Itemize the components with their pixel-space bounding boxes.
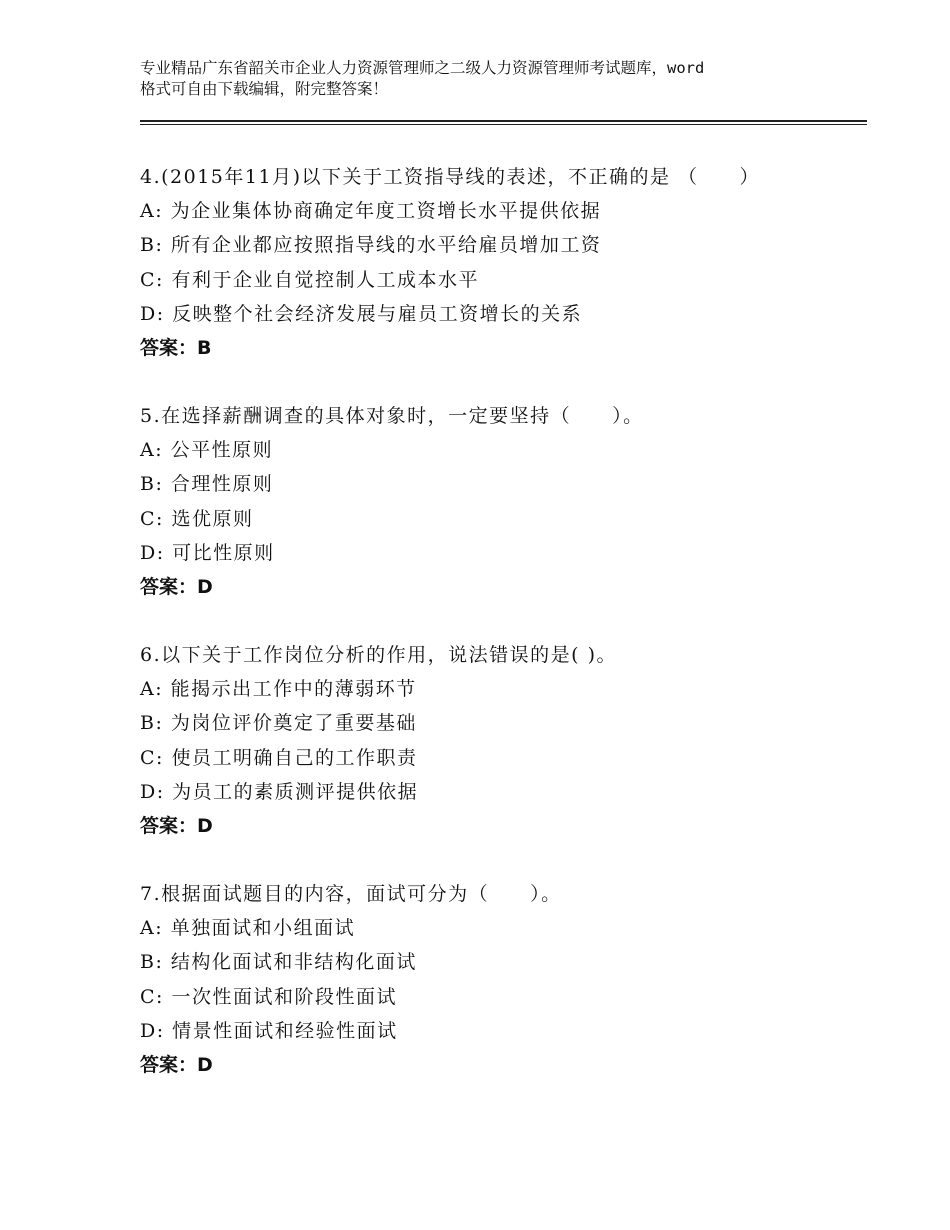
option-c: C: 一次性面试和阶段性面试 xyxy=(140,985,397,1008)
option-a: A: 能揭示出工作中的薄弱环节 xyxy=(140,678,417,701)
answer: 答案：D xyxy=(140,814,213,837)
answer: 答案：D xyxy=(140,1053,213,1076)
question-stem: 7.根据面试题目的内容，面试可分为（ ）。 xyxy=(140,883,562,905)
question-7 xyxy=(140,877,870,1082)
question-stem: 5.在选择薪酬调查的具体对象时，一定要坚持（ ）。 xyxy=(140,405,644,427)
header-line-2: 格式可自由下载编辑，附完整答案！ xyxy=(140,80,389,98)
header-divider-bottom xyxy=(140,124,867,125)
option-b: B: 合理性原则 xyxy=(140,473,274,496)
document-header xyxy=(140,58,840,100)
option-a: A: 为企业集体协商确定年度工资增长水平提供依据 xyxy=(140,200,602,223)
answer: 答案：B xyxy=(140,336,212,359)
question-5 xyxy=(140,399,870,604)
option-d: D: 为员工的素质测评提供依据 xyxy=(140,780,419,803)
option-b: B: 所有企业都应按照指导线的水平给雇员增加工资 xyxy=(140,234,602,257)
question-stem: 4.(2015年11月)以下关于工资指导线的表述，不正确的是 （ ） xyxy=(140,166,761,188)
question-6 xyxy=(140,638,870,843)
option-a: A: 单独面试和小组面试 xyxy=(140,917,356,940)
question-stem: 6.以下关于工作岗位分析的作用，说法错误的是( )。 xyxy=(140,644,617,666)
question-4 xyxy=(140,160,870,365)
option-c: C: 有利于企业自觉控制人工成本水平 xyxy=(140,268,479,291)
option-c: C: 使员工明确自己的工作职责 xyxy=(140,746,418,769)
option-b: B: 为岗位评价奠定了重要基础 xyxy=(140,712,417,735)
option-d: D: 反映整个社会经济发展与雇员工资增长的关系 xyxy=(140,302,583,325)
header-divider-top xyxy=(140,120,867,122)
option-b: B: 结构化面试和非结构化面试 xyxy=(140,951,417,974)
option-a: A: 公平性原则 xyxy=(140,439,274,462)
answer: 答案：D xyxy=(140,575,213,598)
header-line-1: 专业精品广东省韶关市企业人力资源管理师之二级人力资源管理师考试题库，word xyxy=(140,59,705,77)
option-c: C: 选优原则 xyxy=(140,507,254,530)
option-d: D: 情景性面试和经验性面试 xyxy=(140,1019,398,1042)
option-d: D: 可比性原则 xyxy=(140,541,275,564)
